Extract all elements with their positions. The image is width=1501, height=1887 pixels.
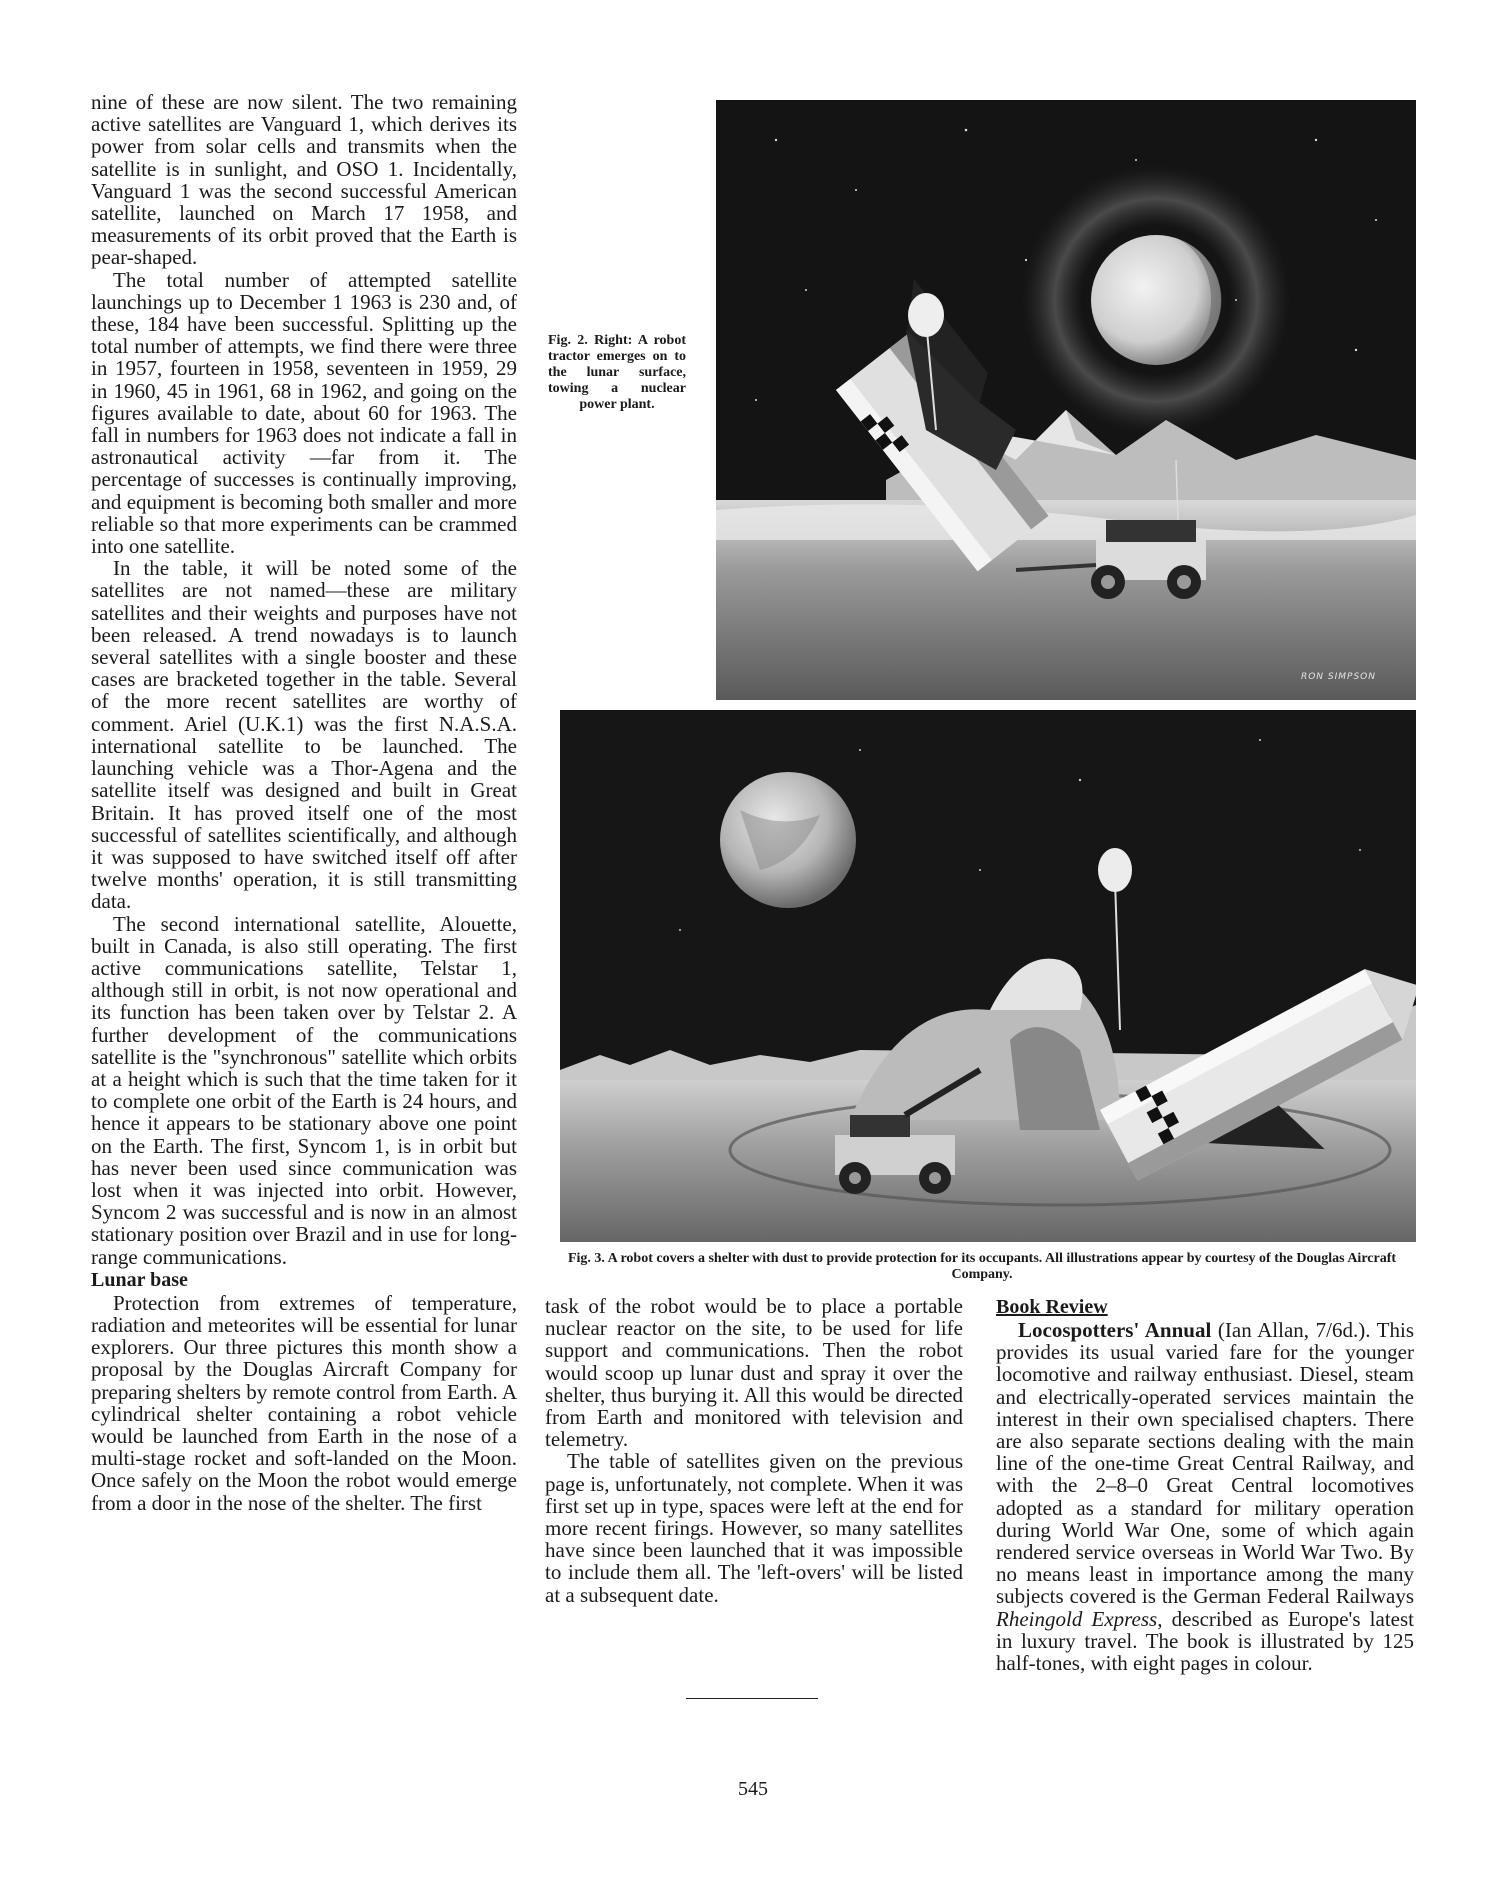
book-title: Locospotters' Annual: [1018, 1318, 1212, 1342]
figure-3-caption: Fig. 3. A robot covers a shelter with dust to provide protection for its occupants. All illustrations appear by courtesy of the Douglas Aircraft Company.: [567, 1251, 1397, 1282]
paragraph: In the table, it will be noted some of the satellites are not named—these are military satellites and their weights and purposes have not been released. A trend nowadays is to launch several satellites with a single booster and these cases are bracketed together in the table. Several of the more recent satellites are worthy of comment. Ariel (U.K.1) was the first N.A.S.A. international satellite to be launched. The launching vehicle was a Thor-Agena and the satellite itself was designed and built in Great Britain. It has proved itself one of the most successful of satellites scientifically, and although it was supposed to have switched itself off after twelve months' operation, it is still transmitting data.: [91, 556, 517, 914]
page-number: 545: [738, 1778, 768, 1800]
paragraph: The table of satellites given on the previous page is, unfortunately, not complete. When it was first set up in type, spaces were left at the end for more recent firings. However, so many satellites have since been launched that it was impossible to include them all. The 'left-overs' will be listed at a subsequent date.: [545, 1449, 963, 1607]
paragraph: The total number of attempted satellite launchings up to December 1 1963 is 230 and, of these, 184 have been successful. Splitting up the total number of attempts, we find there were three in 1957, fourteen in 1958, seventeen in 1959, 29 in 1960, 45 in 1961, 68 in 1962, and going on the figures available to date, about 60 for 1963. The fall in numbers for 1963 does not indicate a fall in astronautical activity —far from it. The percentage of successes is continually improving, and equipment is becoming both smaller and more reliable so that more experiments can be crammed into one satellite.: [91, 267, 517, 559]
review-text-end: , described as Europe's latest in luxury travel. The book is illustrated by 125 half-tones, with eight pages in colour.: [996, 1606, 1414, 1676]
artist-signature: RON SIMPSON: [1300, 672, 1376, 682]
figure-2-illustration: [716, 100, 1416, 700]
paragraph: task of the robot would be to place a portable nuclear reactor on the site, to be used for life support and communications. Then the robot would scoop up lunar dust and spray it over the shelter, thus burying it. All this would be directed from Earth and monitored with television and telemetry.: [545, 1294, 963, 1452]
paragraph: nine of these are now silent. The two remaining active satellites are Vanguard 1, which derives its power from solar cells and transmits when the satellite is in sunlight, and OSO 1. Incidentally, Vanguard 1 was the second successful American satellite, launched on March 17 1958, and measurements of its orbit proved that the Earth is pear-shaped.: [91, 90, 517, 270]
text-column-left: [91, 91, 517, 1514]
text-column-middle: [545, 1295, 963, 1606]
section-divider: [686, 1698, 818, 1699]
paragraph: Protection from extremes of temperature, radiation and meteorites will be essential for lunar explorers. Our three pictures this month show a proposal by the Douglas Aircraft Company for preparing shelters by remote control from Earth. A cylindrical shelter containing a robot vehicle would be launched from Earth in the nose of a multi-stage rocket and soft-landed on the Moon. Once safely on the Moon the robot would emerge from a door in the nose of the shelter. The first: [91, 1290, 517, 1515]
paragraph: The second international satellite, Alouette, built in Canada, is also still operating. The first active communications satellite, Telstar 1, although still in orbit, is not now operational and its function has been taken over by Telstar 2. A further development of the communications satellite is the "synchronous" satellite which orbits at a height which is such that the time taken for it to complete one orbit of the Earth is 24 hours, and hence it appears to be stationary above one point on the Earth. The first, Syncom 1, is in orbit but has never been used since communication was lost when it was injected into orbit. However, Syncom 2 was successful and is now in an almost stationary position over Brazil and in use for long-range communications.: [91, 911, 517, 1269]
review-text: (Ian Allan, 7/6d.). This provides its usual varied fare for the younger locomotive and railway enthusiast. Diesel, steam and electrically-operated services maintain the interest in their own specialised chapters. There are also separate sections dealing with the main line of the one-time Great Central Railway, and with the 2–8–0 Great Central locomotives adopted as a standard for military operation during World War One, some of which again rendered service overseas in World War Two. By no means least in importance among the many subjects covered is the German Federal Railways: [996, 1318, 1414, 1609]
figure-2-caption: Fig. 2. Right: A robot tractor emerges on to the lunar surface, towing a nuclear power plant.: [548, 333, 686, 412]
section-heading-lunar-base: Lunar base: [91, 1268, 188, 1291]
text-column-right: [996, 1295, 1414, 1674]
book-review-paragraph: [996, 1319, 1414, 1674]
italic-title: Rheingold Express: [996, 1606, 1158, 1631]
lunar-tractor-painting: [716, 100, 1416, 700]
section-heading-book-review: Book Review: [996, 1296, 1108, 1318]
lunar-shelter-painting: [560, 710, 1416, 1242]
figure-3-illustration: [560, 710, 1416, 1242]
